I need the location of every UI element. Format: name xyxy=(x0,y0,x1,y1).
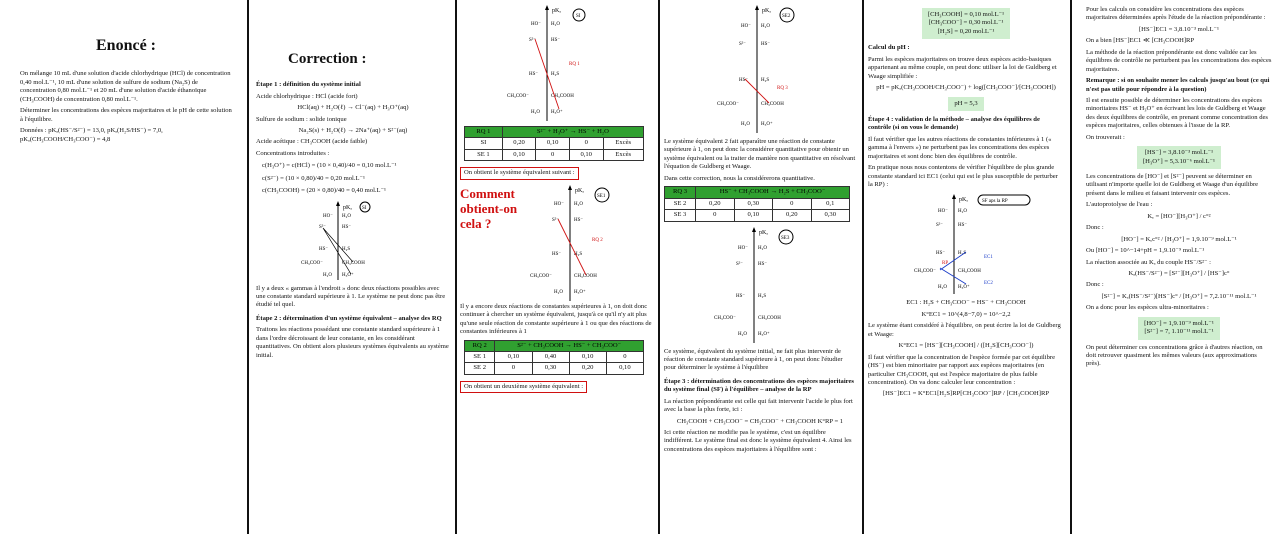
column-equivalent-systems xyxy=(460,0,654,534)
rp-label: RP xyxy=(942,261,949,267)
pka-scale-diagram-se2 xyxy=(705,3,815,135)
text-line: On trouverait : xyxy=(1086,133,1125,141)
equation: c(H₃O⁺) = c(HCl) = (10 × 0,40)/40 = 0,10 mol.L⁻¹ xyxy=(262,162,397,170)
species-base: HS⁻ xyxy=(936,251,946,257)
species-acid: H₃O⁺ xyxy=(574,289,586,295)
text-paragraph: Les concentrations de [HO⁻] et [S²⁻] peuvent se déterminer en utilisant n'importe quelle loi de Guldberg et Waage d'un équilibre présent dans le milieu et faisant intervenir ces espèces. xyxy=(1086,173,1259,197)
text-line: Donc : xyxy=(1086,224,1104,232)
system-label: SI xyxy=(362,205,367,211)
species-acid: HS⁻ xyxy=(758,261,768,267)
table-header: S²⁻ + H₃O⁺ → HS⁻ + H₂O xyxy=(502,127,643,138)
species-acid: H₃O⁺ xyxy=(551,110,563,115)
text-paragraph: La réaction prépondérante est celle qui fait intervenir l'acide le plus fort avec la base la plus forte, ici : xyxy=(664,397,853,414)
table-cell: SI xyxy=(465,138,503,149)
result-line: [CH₃COO⁻] = 0,30 mol.L⁻¹ xyxy=(928,19,1004,27)
enonce-data: Données : pKₐ(HS⁻/S²⁻) = 13,0, pKₐ(H₂S/HS⁻) = 7,0, pKₐ(CH₃COOH/CH₃COO⁻) = 4,8 xyxy=(20,127,163,143)
text-paragraph: Il faut vérifier que la concentration de l'espèce formée par cet équilibre (HS⁻) est bien minoritaire par rapport aux espèces majoritaires (en particulier CH₃COOH, qui est l'espèce majoritaire de plus faible concentration). On va donc calculer leur concentration : xyxy=(868,353,1055,386)
text-paragraph: Il est ensuite possible de déterminer les concentrations des espèces minoritaires HS⁻ et H₃O⁺ en écrivant les lois de Guldberg et Waage des deux équilibres de contrôle, en prenant comme concentration des espèces majoritaires, celles obtenues à l'issue de la RP. xyxy=(1086,96,1268,130)
step-heading: Étape 1 : définition du système initial xyxy=(256,81,361,89)
text-paragraph: Dans cette correction, nous la considérerons quantitative. xyxy=(664,174,815,182)
question-annotation: Comment obtient-on cela ? xyxy=(460,185,518,231)
text-paragraph: Parmi les espèces majoritaires on trouve deux espèces acido-basiques appartenant au même couple, on peut donc utiliser la loi de Guldberg et Waage simplifiée : xyxy=(868,55,1057,80)
equation: c(CH₃COOH) = (20 × 0,80)/40 = 0,40 mol.L⁻¹ xyxy=(262,187,387,195)
species-base: HS⁻ xyxy=(739,78,749,83)
result-line: [HS⁻] = 3,8.10⁻³ mol.L⁻¹ xyxy=(1144,149,1214,157)
species-acid: HS⁻ xyxy=(958,223,968,229)
species-base: HS⁻ xyxy=(552,251,562,257)
species-base: CH₃COO⁻ xyxy=(530,273,552,279)
species-base: HS⁻ xyxy=(529,72,539,77)
highlight-box: On obtient un deuxième système équivalent : xyxy=(460,381,587,393)
reaction-table-rq1 xyxy=(464,126,644,161)
table-cell: 0,10 xyxy=(502,149,536,160)
axis-label: pKₐ xyxy=(759,229,768,236)
reaction-table-rq2 xyxy=(464,340,644,375)
species-acid: HS⁻ xyxy=(551,38,561,43)
axis-arrow-icon xyxy=(336,201,340,206)
species-acid: H₂O xyxy=(551,22,560,27)
species-acid: H₂S xyxy=(958,251,967,257)
species-base: CH₃COO⁻ xyxy=(914,269,936,275)
result-line: [H₂S] = 0,20 mol.L⁻¹ xyxy=(937,27,995,35)
species-acid: H₃O⁺ xyxy=(958,285,970,291)
table-cell: 0,10 xyxy=(569,351,606,362)
text-paragraph: Pour les calculs on considère les concentrations des espèces majoritaires déterminées après l'étude de la réaction prépondérante : xyxy=(1086,6,1266,22)
result-line: [S²⁻] = 7, 1.10⁻¹¹ mol.L⁻¹ xyxy=(1144,328,1214,336)
step-heading: Calcul du pH : xyxy=(868,44,910,52)
table-cell: 0 xyxy=(569,138,603,149)
species-base: S²⁻ xyxy=(552,217,559,223)
species-base: S²⁻ xyxy=(319,224,326,230)
table-cell: 0,30 xyxy=(734,198,772,209)
text-paragraph: Ce système, équivalent du système initial, ne fait plus intervenir de réaction de constante standard supérieure à 1, on peut donc l'étudier pour déterminer le système à l'équilibre xyxy=(664,347,843,372)
table-cell: 0,20 xyxy=(569,363,606,374)
pka-scale-diagram-se3 xyxy=(710,225,810,345)
species-acid: CH₃COOH xyxy=(342,260,365,266)
text-paragraph: Il y a encore deux réactions de constantes supérieures à 1, on doit donc continuer à chercher un système équivalent, jusqu'à ce qu'il n'y ait plus qu'une seule réaction de constante supérieure à 1 ou que des réactions de constantes inférieures à 1 xyxy=(460,302,652,336)
species-base: HO⁻ xyxy=(741,24,751,29)
species-acid: H₂S xyxy=(551,72,560,77)
table-cell: 0,1 xyxy=(811,198,850,209)
text-line: On a donc pour les espèces ultra-minoritaires : xyxy=(1086,304,1209,312)
pka-scale-diagram-si xyxy=(497,3,617,123)
table-cell: 0 xyxy=(606,351,643,362)
text-paragraph: Le système équivalent 2 fait apparaître une réaction de constante supérieure à 1, on peut donc la considérer quantitative pour obtenir un système équivalent ou la traiter de manière non quantitative en résolvant l'équation de Guldberg et Waage. xyxy=(664,138,856,171)
table-cell: 0,10 xyxy=(495,351,532,362)
rq-label: RQ 3 xyxy=(777,86,788,91)
axis-arrow-icon xyxy=(755,5,759,10)
axis-arrow-icon xyxy=(545,5,549,10)
result-line: [HO⁻] = 1,9.10⁻⁹ mol.L⁻¹ xyxy=(1144,319,1214,327)
table-cell: 0,20 xyxy=(502,138,536,149)
species-base: H₂O xyxy=(741,122,750,127)
species-base: HO⁻ xyxy=(554,201,564,207)
column-divider xyxy=(658,0,660,534)
axis-label: pKₐ xyxy=(959,197,968,204)
result-box xyxy=(922,8,1010,39)
axis-arrow-icon xyxy=(568,185,572,190)
table-cell: 0,30 xyxy=(532,363,569,374)
result-box xyxy=(1138,317,1220,340)
species-acid: HS⁻ xyxy=(342,224,352,230)
equation: Na₂S(s) + H₂O(ℓ) → 2Na⁺(aq) + S²⁻(aq) xyxy=(298,126,408,134)
text-paragraph: La méthode de la réaction prépondérante est donc validée car les équilibres de contrôle ne perturbent pas les concentrations des espèces majoritaires. xyxy=(1086,48,1272,73)
species-acid: H₂O xyxy=(574,201,583,207)
table-cell: SE 2 xyxy=(465,363,495,374)
axis-label: pKₐ xyxy=(552,8,561,14)
equation: HCl(aq) + H₂O(ℓ) → Cl⁻(aq) + H₃O⁺(aq) xyxy=(297,104,409,112)
species-base: H₂O xyxy=(554,289,563,295)
pka-scale-diagram-se1 xyxy=(530,183,650,303)
system-label: SF aps la RP xyxy=(982,199,1008,205)
reaction-table-rq3 xyxy=(664,186,850,221)
ec-label: EC2 xyxy=(984,281,993,287)
table-cell: SE 2 xyxy=(665,198,696,209)
result-line: [CH₃COOH] = 0,10 mol.L⁻¹ xyxy=(927,11,1005,18)
species-acid: H₃O⁺ xyxy=(758,331,770,337)
axis-label: pKₐ xyxy=(343,204,352,211)
column-se2-se3 xyxy=(664,0,856,534)
enonce-title: Enoncé : xyxy=(96,37,156,54)
equation: CH₃COOH + CH₃COO⁻ = CH₃COO⁻ + CH₃COOH K°RP = 1 xyxy=(676,417,844,425)
correction-title: Correction : xyxy=(288,51,367,67)
species-base: CH₃COO⁻ xyxy=(717,102,739,107)
species-acid: CH₃COOH xyxy=(761,102,784,107)
table-cell: 0,40 xyxy=(532,351,569,362)
table-header: RQ 3 xyxy=(665,187,696,198)
table-header: RQ 1 xyxy=(465,127,503,138)
text-paragraph: On peut déterminer ces concentrations grâce à d'autres réaction, on doit retrouver quasiment les mêmes valeurs (aux approximations près). xyxy=(1086,343,1263,368)
result-line: [H₃O⁺] = 5,3.10⁻⁶ mol.L⁻¹ xyxy=(1142,157,1215,165)
text-line: L'autoprotolyse de l'eau : xyxy=(1086,201,1153,209)
enonce-paragraph: Déterminer les concentrations des espèces majoritaires et le pH de cette solution à l'équilibre. xyxy=(20,107,232,123)
species-base: HO⁻ xyxy=(738,245,748,251)
equation: [S²⁻] = Kₐ(HS⁻/S²⁻)[HS⁻]c° / [H₃O⁺] = 7,2.10⁻¹¹ mol.L⁻¹ xyxy=(1101,292,1257,300)
equation: [HS⁻]EC1 = 3,8.10⁻³ mol.L⁻¹ xyxy=(1138,25,1220,33)
pka-scale-diagram xyxy=(293,200,413,282)
axis-arrow-icon xyxy=(752,227,756,232)
control-equilibrium-arrow xyxy=(940,252,966,284)
equation: [HO⁻] = Kₑc°² / [H₃O⁺] = 1,9.10⁻⁹ mol.L⁻¹ xyxy=(1121,235,1237,243)
species-acid: H₃O⁺ xyxy=(342,272,354,278)
table-cell: 0,20 xyxy=(696,198,734,209)
species-base: S²⁻ xyxy=(736,261,743,267)
enonce-paragraph: On mélange 10 mL d'une solution d'acide chlorhydrique (HCl) de concentration 0,40 mol.L⁻¹, 10 mL d'une solution de sulfure de sodium (Na₂S) de concentration 0,80 mol.L⁻¹ et 20 mL d'une solution d'acide éthanoïque (CH₃COOH) de concentration 0,80 mol.L⁻¹. xyxy=(20,70,231,103)
table-cell: 0,20 xyxy=(773,210,811,221)
equation: K°EC1 = [HS⁻][CH₃COOH] / ([H₂S][CH₃COO⁻]) xyxy=(898,342,1034,350)
species-acid: CH₃COOH xyxy=(958,269,981,275)
species-acid: H₂S xyxy=(761,78,770,83)
column-divider xyxy=(455,0,457,534)
text-line: Ou [HO⁻] = 10^−14+pH = 1,9.10⁻⁹ mol.L⁻¹ xyxy=(1086,247,1205,255)
table-cell: SE 3 xyxy=(665,210,696,221)
species-acid: H₂O xyxy=(342,213,351,219)
text-line: La réaction associée au Kₐ du couple HS⁻/S²⁻ : xyxy=(1086,258,1211,266)
column-enonce xyxy=(20,0,232,534)
species-acid: H₂S xyxy=(574,251,583,257)
species-acid: CH₃COOH xyxy=(758,315,781,321)
system-label: SI xyxy=(576,14,581,19)
equation: Kₐ(HS⁻/S²⁻) = [S²⁻][H₃O⁺] / [HS⁻]c° xyxy=(1128,269,1230,277)
text-paragraph: Le système étant considéré à l'équilibre, on peut écrire la loi de Guldberg et Waage: xyxy=(868,322,1061,338)
table-cell: 0 xyxy=(536,149,570,160)
species-base: HO⁻ xyxy=(938,209,948,215)
species-base: HS⁻ xyxy=(319,246,329,252)
column-ph-validation xyxy=(868,0,1064,534)
system-label: SE2 xyxy=(782,14,791,19)
ph-result: pH = 5,3 xyxy=(948,97,983,111)
species-base: CH₃COO⁻ xyxy=(301,260,323,266)
axis-label: pKₐ xyxy=(575,187,584,194)
step-heading: Étape 3 : détermination des concentrations des espèces majoritaires du système final (SF) à l'équilibre – analyse de la RP xyxy=(664,377,854,394)
axis-label: pKₐ xyxy=(762,8,771,14)
equation: [HS⁻]EC1 = K°EC1[H₂S]RP[CH₃COO⁻]RP / [CH₃COOH]RP xyxy=(882,390,1050,398)
species-acid: HS⁻ xyxy=(574,217,584,223)
species-acid: CH₃COOH xyxy=(551,94,574,99)
species-acid: H₂O xyxy=(761,24,770,29)
remark-heading: Remarque : si on souhaite mener les calculs jusqu'au bout (ce qui n'est pas utile pour répondre à la question) xyxy=(1086,77,1270,93)
species-acid: H₃O⁺ xyxy=(761,122,773,127)
species-acid: H₂O xyxy=(958,209,967,215)
table-cell: 0 xyxy=(773,198,811,209)
rq-label: RQ 2 xyxy=(592,237,603,243)
text-line: Acide acétique : CH₃COOH (acide faible) xyxy=(256,138,368,146)
species-acid: H₂O xyxy=(758,245,767,251)
species-base: S²⁻ xyxy=(936,223,943,229)
pka-scale-diagram-sf xyxy=(896,192,1036,296)
text-line: On a bien [HS⁻]EC1 ≪ [CH₃COOH]RP xyxy=(1086,37,1195,45)
table-header: HS⁻ + CH₃COOH → H₂S + CH₃COO⁻ xyxy=(696,187,850,198)
highlight-box: On obtient le système équivalent suivant : xyxy=(460,167,579,179)
table-cell: 0 xyxy=(495,363,532,374)
reaction-arrow xyxy=(558,219,586,275)
table-cell: Excès xyxy=(603,149,644,160)
column-remark xyxy=(1086,0,1272,534)
text-line: Sulfure de sodium : solide ionique xyxy=(256,115,347,123)
table-cell: 0,30 xyxy=(811,210,850,221)
species-base: CH₃COO⁻ xyxy=(714,315,736,321)
table-cell: 0 xyxy=(696,210,734,221)
axis-arrow-icon xyxy=(952,194,956,199)
ec-label: EC1 xyxy=(984,255,993,261)
table-cell: SE 1 xyxy=(465,351,495,362)
text-paragraph: Traitons les réactions possédant une constante standard supérieure à 1 dans l'ordre décroissant de leur constante, en les considérant quantitatives. On obtient alors plusieurs systèmes équivalents au système initial. xyxy=(256,326,449,359)
text-paragraph: Il y a deux « gammas à l'endroit » donc deux réactions possibles avec une constante standard supérieure à 1. Le système ne peut donc pas être étudié tel quel. xyxy=(256,284,446,309)
column-correction xyxy=(256,0,450,534)
text-paragraph: Ici cette réaction ne modifie pas le système, c'est un équilibre indifférent. Le système final est donc le système équivalent 4. Ainsi les concentrations des espèces majoritaires à l'équilibre sont : xyxy=(664,429,852,453)
column-divider xyxy=(1070,0,1072,534)
species-acid: H₂S xyxy=(758,293,767,299)
species-base: H₂O xyxy=(738,331,747,337)
table-cell: Excès xyxy=(603,138,644,149)
species-base: HS⁻ xyxy=(736,293,746,299)
species-acid: HS⁻ xyxy=(761,42,771,47)
species-base: HO⁻ xyxy=(531,22,541,27)
species-base: S²⁻ xyxy=(739,42,746,47)
equation: c(S²⁻) = (10 × 0,80)/40 = 0,20 mol.L⁻¹ xyxy=(262,174,366,182)
system-label: SE3 xyxy=(781,235,790,241)
species-base: H₂O xyxy=(323,272,332,278)
species-acid: H₂S xyxy=(342,246,351,252)
species-base: H₂O xyxy=(938,285,947,291)
table-header: RQ 2 xyxy=(465,340,495,351)
table-cell: 0,10 xyxy=(734,210,772,221)
equation: EC1 : H₂S + CH₃COO⁻ = HS⁻ + CH₃COOH xyxy=(906,299,1026,307)
column-divider xyxy=(862,0,864,534)
species-base: H₂O xyxy=(531,110,540,115)
column-divider xyxy=(247,0,249,534)
text-line: Donc : xyxy=(1086,281,1104,289)
step-heading: Étape 4 : validation de la méthode – analyse des équilibres de contrôle (si on vous le demande) xyxy=(868,115,1040,132)
table-cell: SE 1 xyxy=(465,149,503,160)
table-cell: 0,10 xyxy=(606,363,643,374)
text-line: Acide chlorhydrique : HCl (acide fort) xyxy=(256,92,358,100)
system-label: SE1 xyxy=(597,193,606,199)
species-base: CH₃COO⁻ xyxy=(507,94,529,99)
text-paragraph: En pratique nous nous contentons de vérifier l'équilibre de plus grande constante standard ici EC1 (celui qui est le plus susceptible de perturber la RP) : xyxy=(868,164,1058,188)
step-heading: Étape 2 : détermination d'un système équivalent – analyse des RQ xyxy=(256,314,442,322)
rq-label: RQ 1 xyxy=(569,62,580,67)
species-base: HO⁻ xyxy=(323,213,333,219)
species-acid: CH₃COOH xyxy=(574,273,597,279)
equation: pH = pKₐ(CH₃COOH/CH₃COO⁻) + log([CH₃COO⁻]/[CH₃COOH]) xyxy=(876,84,1056,92)
text-paragraph: Il faut vérifier que les autres réactions de constantes inférieures à 1 (« gamma à l'envers ») ne perturbent pas les concentrations des espèces majoritaires et sont donc bien des équilibres de contrôle. xyxy=(868,135,1052,160)
table-header: S²⁻ + CH₃COOH → HS⁻ + CH₃COO⁻ xyxy=(495,340,644,351)
table-cell: 0,10 xyxy=(536,138,570,149)
species-base: S²⁻ xyxy=(529,38,536,43)
result-box xyxy=(1137,146,1221,169)
equation: Kₑ = [HO⁻][H₃O⁺] / c°² xyxy=(1147,212,1211,220)
table-cell: 0,10 xyxy=(569,149,603,160)
equation: K°EC1 = 10^(4,8−7,0) = 10^−2,2 xyxy=(921,310,1011,318)
text-line: Concentrations introduites : xyxy=(256,149,330,157)
